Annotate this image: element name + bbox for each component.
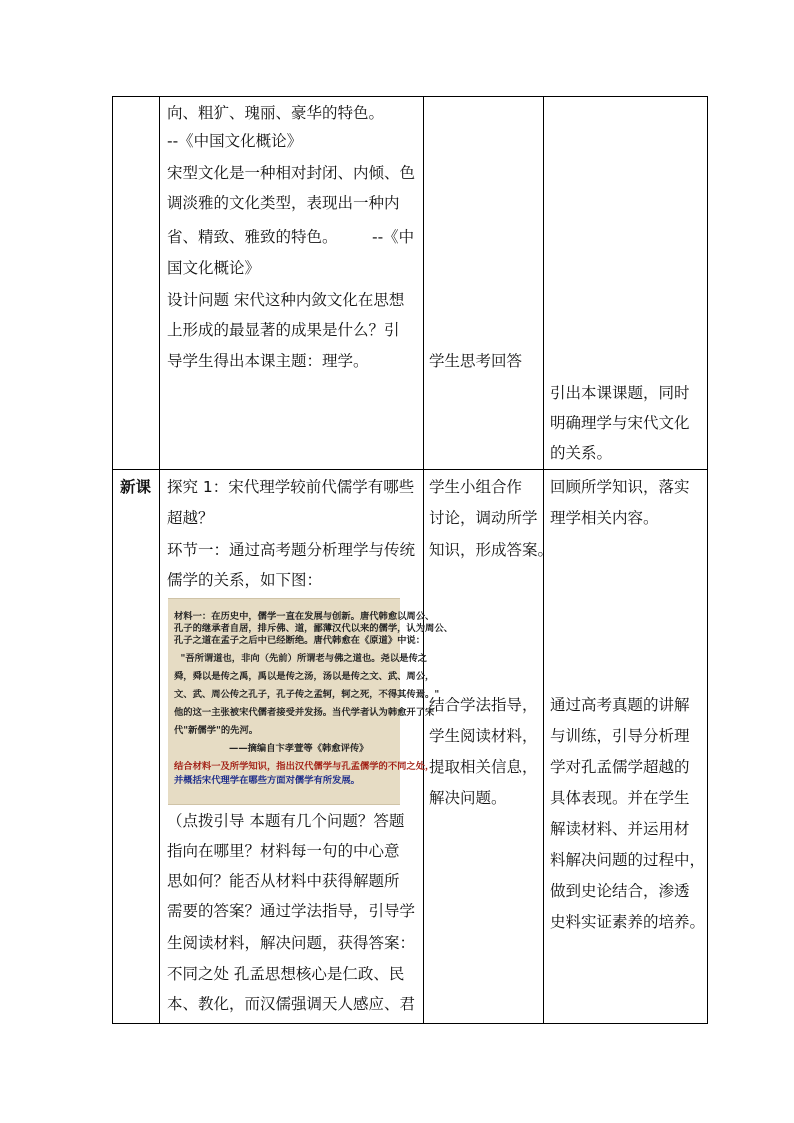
text-line: 不同之处 孔孟思想核心是仁政、民 <box>167 965 405 983</box>
text-line: 料解决问题的过程中， <box>550 851 706 869</box>
text-line: （点拨引导 本题有几个问题？答题 <box>167 812 405 830</box>
text-line: 指向在哪里？材料每一句的中心意 <box>167 842 400 860</box>
text-line: 设计问题 宋代这种内敛文化在思想 <box>167 291 405 309</box>
text-line: 学生阅读材料， <box>429 727 538 745</box>
table-row-divider <box>112 469 708 470</box>
text-line: 结合学法指导， <box>429 696 538 714</box>
image-text-line: 舜，舜以是传之禹，禹以是传之汤，汤以是传之文、武、周公， <box>174 671 435 682</box>
text-line: 学生小组合作 <box>429 478 523 496</box>
text-line: 宋型文化是一种相对封闭、内倾、色 <box>167 164 416 182</box>
text-line: 回顾所学知识，落实 <box>550 478 690 496</box>
text-line: 通过高考真题的讲解 <box>550 696 690 714</box>
text-line: 知识，形成答案。 <box>429 541 554 559</box>
exam-material-image <box>168 598 453 805</box>
text-line: 思如何？能否从材料中获得解题所 <box>167 872 400 890</box>
table-col-divider-1 <box>159 96 160 1024</box>
text-line: 儒学的关系，如下图： <box>167 571 323 589</box>
text-line: 学对孔孟儒学超越的 <box>550 758 690 776</box>
text-line: 明确理学与宋代文化 <box>550 414 690 432</box>
image-text-line: "吾所谓道也，非向（先前）所谓老与佛之道也。尧以是传之 <box>174 653 428 664</box>
table-border-top <box>112 96 708 97</box>
table-border-left <box>112 96 113 1024</box>
image-text-line: 孔子的继承者自居，排斥佛、道，鄙薄汉代以来的儒学，认为周公、 <box>174 623 453 634</box>
text-line: 环节一：通过高考题分析理学与传统 <box>167 541 416 559</box>
text-line: 具体表现。并在学生 <box>550 789 690 807</box>
image-text-line: 他的这一主张被宋代儒者接受并发扬。当代学者认为韩愈开了宋 <box>174 707 435 718</box>
image-text-line: 文、武、周公传之孔子，孔子传之孟轲，轲之死，不得其传焉。" <box>174 689 440 700</box>
table-col-divider-2 <box>423 96 424 1024</box>
row1-student-activity: 学生思考回答 <box>429 352 523 370</box>
image-text-line: 材料一：在历史中，儒学一直在发展与创新。唐代韩愈以周公、 <box>174 611 435 622</box>
text-line: 引出本课课题，同时 <box>550 384 690 402</box>
text-line: 需要的答案？通过学法指导，引导学 <box>167 902 416 920</box>
text-line: 省、精致、雅致的特色。 --《中 <box>167 228 415 246</box>
image-text-line: 代"新儒学"的先河。 <box>174 725 259 736</box>
image-source-line: ——摘编自卞孝萱等《韩愈评传》 <box>174 743 369 754</box>
text-line: 生阅读材料，解决问题，获得答案： <box>167 934 416 952</box>
text-line: 上形成的最显著的成果是什么？引 <box>167 321 400 339</box>
text-line: 解决问题。 <box>429 789 507 807</box>
table-border-right <box>707 96 708 1024</box>
text-line: 导学生得出本课主题：理学。 <box>167 352 369 370</box>
table-border-bottom <box>112 1023 708 1024</box>
text-line: 史料实证素养的培养。 <box>550 913 706 931</box>
text-line: 的关系。 <box>550 444 613 462</box>
text-line: 提取相关信息， <box>429 758 538 776</box>
text-line: 超越？ <box>167 509 214 527</box>
image-question-line: 结合材料一及所学知识，指出汉代儒学与孔孟儒学的不同之处， <box>174 761 435 772</box>
image-question-line: 并概括宋代理学在哪些方面对儒学有所发展。 <box>174 775 360 786</box>
text-line: 做到史论结合，渗透 <box>550 882 690 900</box>
text-line: 讨论，调动所学 <box>429 509 538 527</box>
text-line: 调淡雅的文化类型，表现出一种内 <box>167 194 400 212</box>
text-line: 向、粗犷、瑰丽、豪华的特色。 <box>167 104 385 122</box>
row2-section-label: 新课 <box>120 478 152 496</box>
text-line: 探究 1：宋代理学较前代儒学有哪些 <box>167 478 415 496</box>
text-line: 本、教化，而汉儒强调天人感应、君 <box>167 995 416 1013</box>
text-line: 解读材料、并运用材 <box>550 820 690 838</box>
image-text-line: 孔子之道在孟子之后中已经断绝。唐代韩愈在《原道》中说： <box>174 635 426 646</box>
text-line: --《中国文化概论》 <box>167 132 303 150</box>
text-line: 与训练，引导分析理 <box>550 727 690 745</box>
text-line: 理学相关内容。 <box>550 509 659 527</box>
text-line: 国文化概论》 <box>167 259 261 277</box>
